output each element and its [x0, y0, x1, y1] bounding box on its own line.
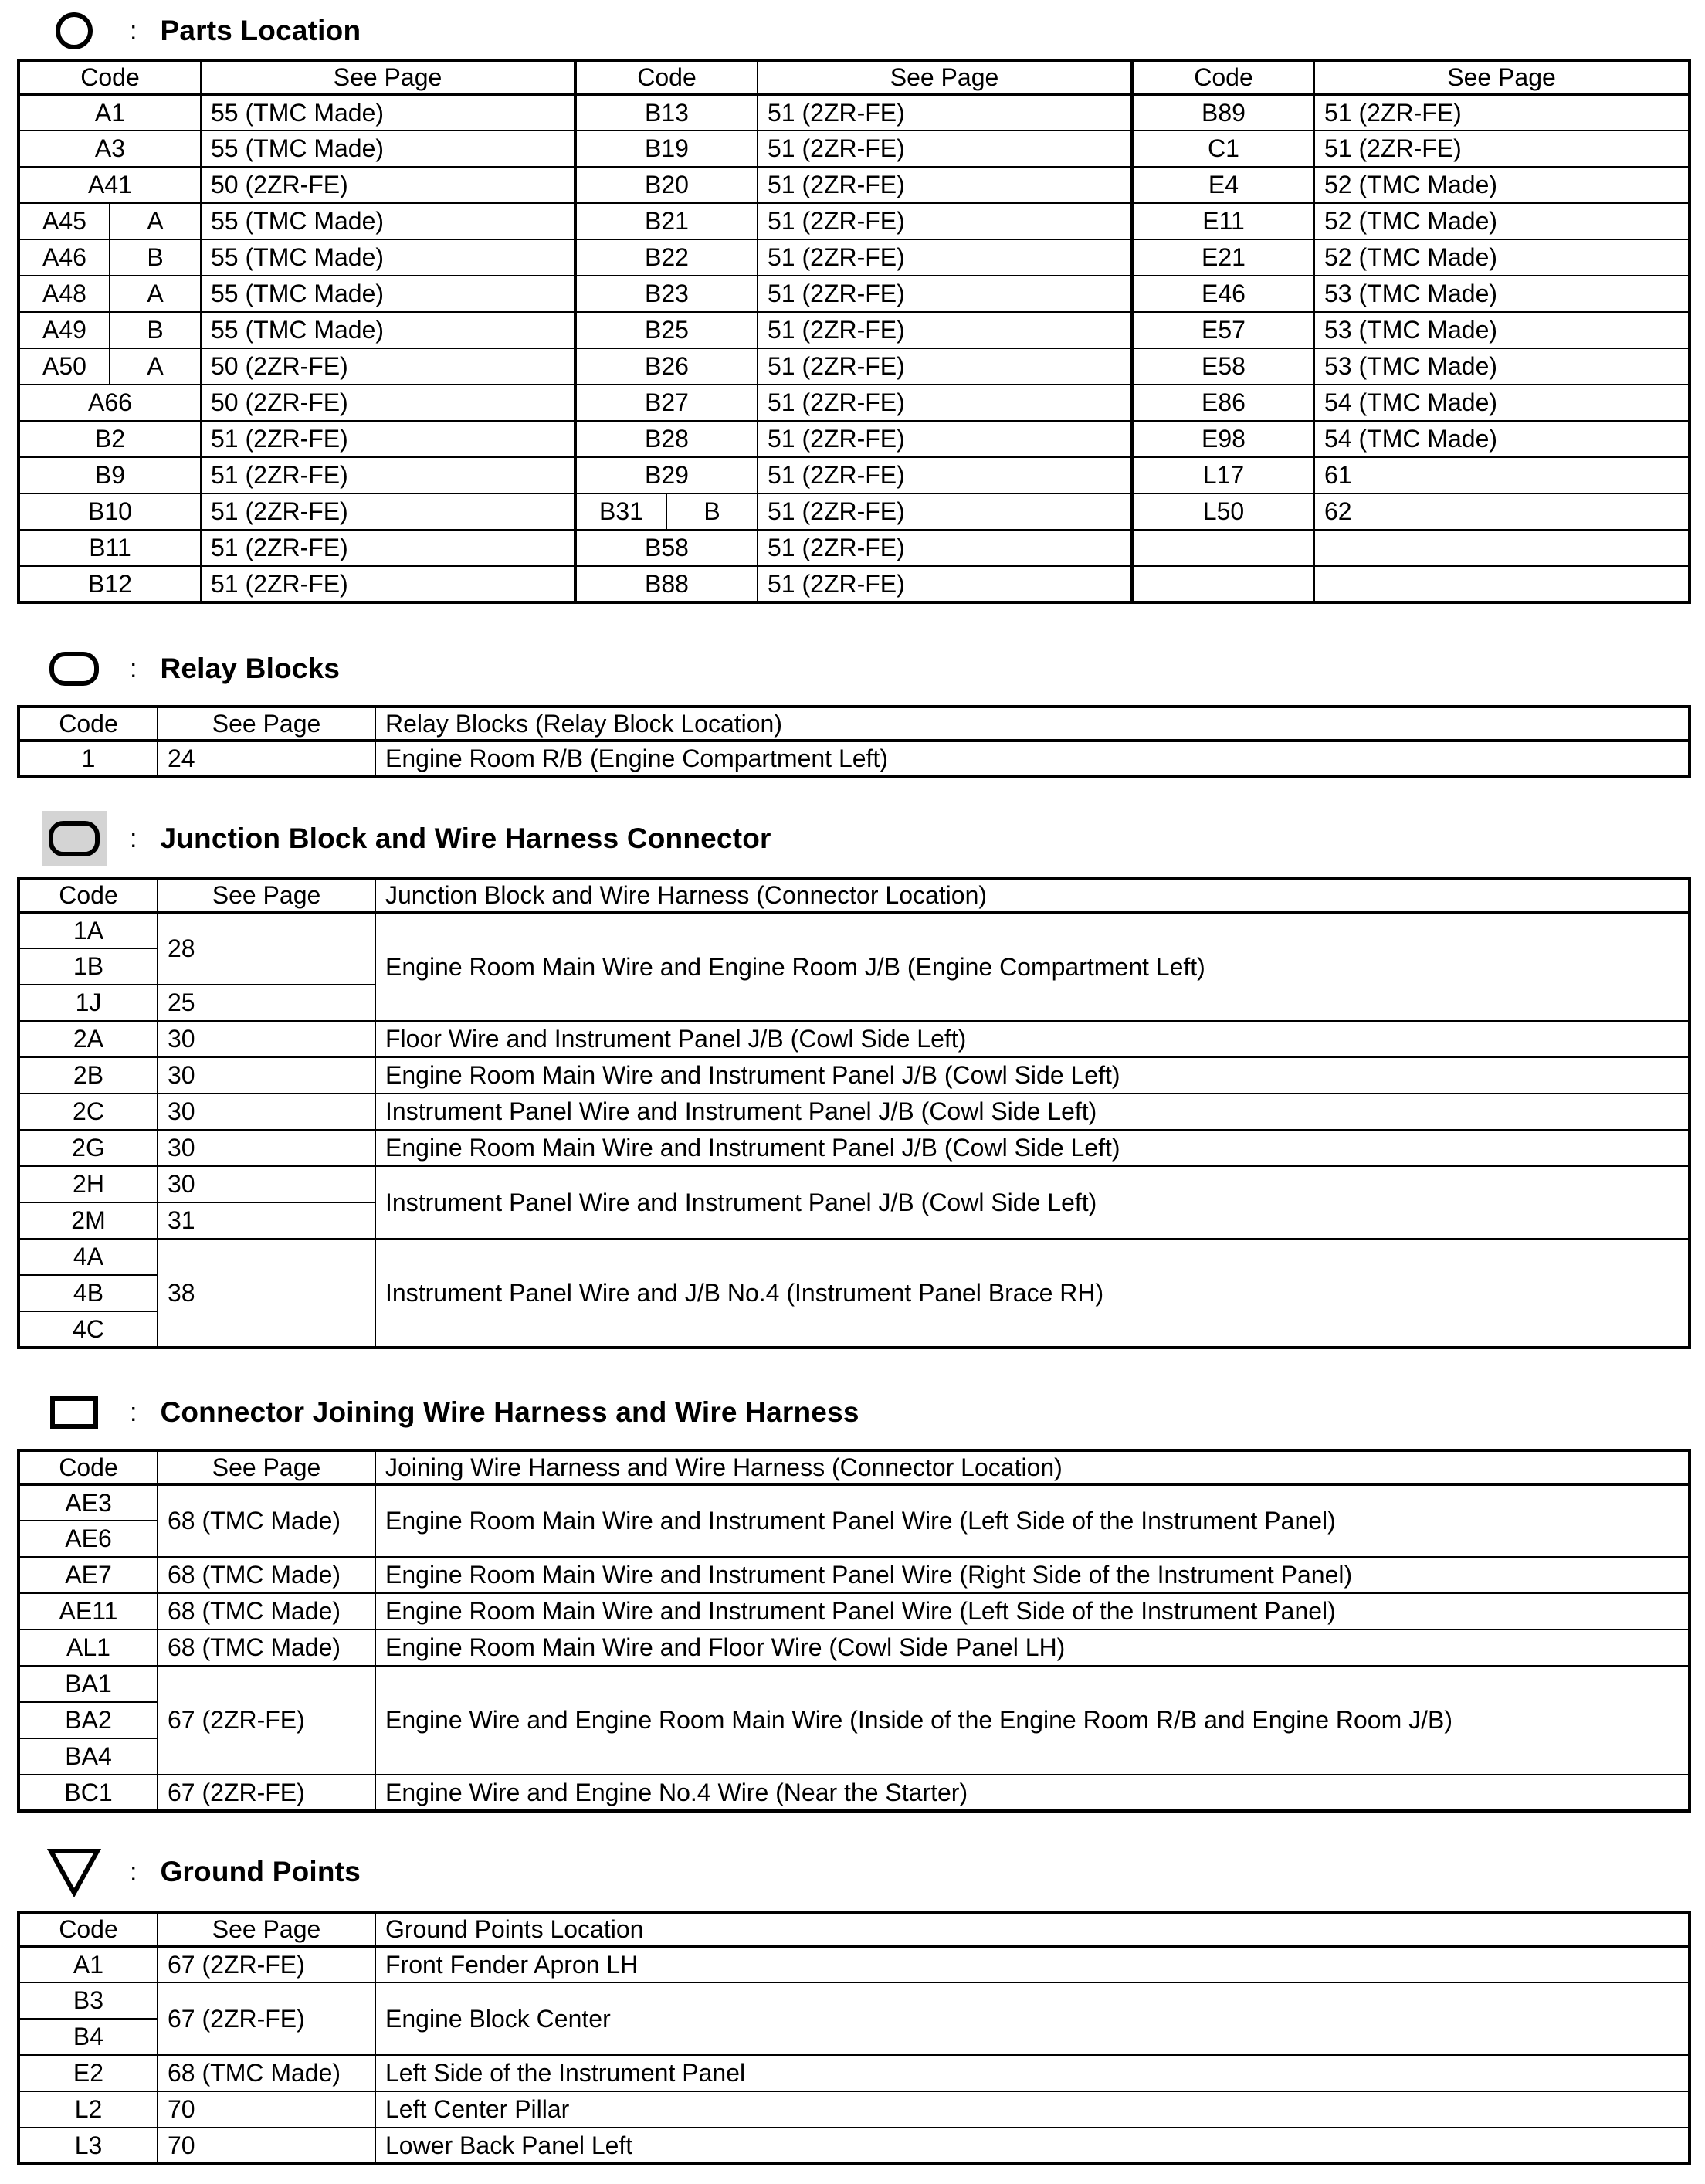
see-page-cell: 30	[158, 1166, 375, 1202]
location-cell: Left Side of the Instrument Panel	[375, 2055, 1690, 2091]
code-cell: B20	[575, 167, 758, 203]
code-cell: L50	[1132, 493, 1314, 530]
see-page-cell: 55 (TMC Made)	[201, 239, 575, 276]
see-page-cell: 68 (TMC Made)	[158, 1630, 375, 1666]
see-page-cell: 67 (2ZR-FE)	[158, 1946, 375, 1982]
table-header-row	[19, 60, 1690, 94]
see-page-cell: 24	[158, 741, 375, 777]
code-cell: B29	[575, 457, 758, 493]
location-cell: Engine Room Main Wire and Instrument Panel Wire (Left Side of the Instrument Panel)	[375, 1593, 1690, 1630]
code-cell: A45	[19, 203, 110, 239]
triangle-down-icon	[42, 1849, 107, 1895]
code-cell: A1	[19, 94, 201, 131]
table-row	[19, 276, 1690, 312]
table-row	[19, 1239, 1690, 1275]
see-page-cell: 55 (TMC Made)	[201, 203, 575, 239]
see-page-cell: 67 (2ZR-FE)	[158, 1982, 375, 2055]
code-cell: B22	[575, 239, 758, 276]
see-page-cell: 51 (2ZR-FE)	[758, 457, 1132, 493]
code-cell: E2	[19, 2055, 158, 2091]
code-cell: E4	[1132, 167, 1314, 203]
table-row	[19, 1666, 1690, 1702]
see-page-cell: 51 (2ZR-FE)	[758, 421, 1132, 457]
table-row	[19, 1130, 1690, 1166]
column-header-code: Code	[19, 1450, 158, 1484]
code-suffix-cell: B	[110, 239, 201, 276]
table-row	[19, 1057, 1690, 1094]
see-page-cell: 70	[158, 2091, 375, 2128]
see-page-cell: 51 (2ZR-FE)	[758, 566, 1132, 602]
code-cell: A41	[19, 167, 201, 203]
code-cell: B3	[19, 1982, 158, 2019]
code-cell: C1	[1132, 131, 1314, 167]
table-row	[19, 1946, 1690, 1982]
parts-location-table	[17, 59, 1691, 604]
connector-joining-table	[17, 1449, 1691, 1813]
see-page-cell: 68 (TMC Made)	[158, 1484, 375, 1557]
code-cell: AE11	[19, 1593, 158, 1630]
table-row	[19, 239, 1690, 276]
table-row	[19, 348, 1690, 385]
see-page-cell: 54 (TMC Made)	[1314, 421, 1690, 457]
code-cell: BA2	[19, 1702, 158, 1738]
ground-points-title: : Ground Points	[42, 1849, 361, 1895]
table-row	[19, 1094, 1690, 1130]
code-cell: 2C	[19, 1094, 158, 1130]
see-page-cell: 51 (2ZR-FE)	[201, 457, 575, 493]
junction-block-title: : Junction Block and Wire Harness Connector	[42, 816, 771, 862]
see-page-cell: 51 (2ZR-FE)	[758, 530, 1132, 566]
code-cell: AL1	[19, 1630, 158, 1666]
code-cell: AE7	[19, 1557, 158, 1593]
code-cell: BA4	[19, 1738, 158, 1775]
location-cell: Engine Room Main Wire and Instrument Panel Wire (Left Side of the Instrument Panel)	[375, 1484, 1690, 1557]
rectangle-icon	[42, 1389, 107, 1436]
table-row	[19, 493, 1690, 530]
code-cell: L17	[1132, 457, 1314, 493]
code-cell: E58	[1132, 348, 1314, 385]
code-cell: B12	[19, 566, 201, 602]
table-header-row	[19, 1912, 1690, 1946]
table-row	[19, 385, 1690, 421]
see-page-cell: 62	[1314, 493, 1690, 530]
location-cell: Floor Wire and Instrument Panel J/B (Cowl Side Left)	[375, 1021, 1690, 1057]
code-cell: 1	[19, 741, 158, 777]
see-page-cell: 68 (TMC Made)	[158, 1593, 375, 1630]
see-page-cell: 51 (2ZR-FE)	[758, 167, 1132, 203]
location-cell: Left Center Pillar	[375, 2091, 1690, 2128]
see-page-cell: 51 (2ZR-FE)	[758, 276, 1132, 312]
column-header-code: Code	[19, 60, 201, 94]
code-cell: B11	[19, 530, 201, 566]
code-cell: A1	[19, 1946, 158, 1982]
table-row	[19, 1982, 1690, 2019]
shaded-rounded-rect-icon	[42, 816, 107, 862]
code-cell	[1132, 530, 1314, 566]
see-page-cell: 51 (2ZR-FE)	[758, 493, 1132, 530]
code-cell: A66	[19, 385, 201, 421]
code-cell: 1J	[19, 985, 158, 1021]
location-cell: Engine Room Main Wire and Instrument Panel J/B (Cowl Side Left)	[375, 1057, 1690, 1094]
table-row	[19, 1630, 1690, 1666]
column-header-see-page: See Page	[1314, 60, 1690, 94]
see-page-cell: 51 (2ZR-FE)	[758, 239, 1132, 276]
code-cell: B31	[575, 493, 666, 530]
see-page-cell: 52 (TMC Made)	[1314, 203, 1690, 239]
see-page-cell: 53 (TMC Made)	[1314, 312, 1690, 348]
code-cell: AE6	[19, 1521, 158, 1557]
table-row	[19, 1775, 1690, 1811]
code-cell	[1132, 566, 1314, 602]
code-cell: E46	[1132, 276, 1314, 312]
see-page-cell: 51 (2ZR-FE)	[758, 348, 1132, 385]
table-row	[19, 94, 1690, 131]
code-suffix-cell: A	[110, 348, 201, 385]
circle-icon	[42, 8, 107, 54]
column-header-see-page: See Page	[158, 707, 375, 741]
code-cell: E57	[1132, 312, 1314, 348]
location-cell: Instrument Panel Wire and Instrument Panel J/B (Cowl Side Left)	[375, 1166, 1690, 1239]
table-row	[19, 566, 1690, 602]
code-cell: A46	[19, 239, 110, 276]
see-page-cell	[1314, 566, 1690, 602]
see-page-cell: 53 (TMC Made)	[1314, 348, 1690, 385]
see-page-cell: 50 (2ZR-FE)	[201, 167, 575, 203]
code-cell: B28	[575, 421, 758, 457]
location-cell: Instrument Panel Wire and J/B No.4 (Instrument Panel Brace RH)	[375, 1239, 1690, 1348]
location-cell: Front Fender Apron LH	[375, 1946, 1690, 1982]
see-page-cell: 55 (TMC Made)	[201, 276, 575, 312]
code-cell: E11	[1132, 203, 1314, 239]
column-header-location: Joining Wire Harness and Wire Harness (Connector Location)	[375, 1450, 1690, 1484]
code-cell: B89	[1132, 94, 1314, 131]
table-row	[19, 2055, 1690, 2091]
see-page-cell: 50 (2ZR-FE)	[201, 348, 575, 385]
table-row	[19, 1557, 1690, 1593]
see-page-cell: 31	[158, 1202, 375, 1239]
see-page-cell: 55 (TMC Made)	[201, 312, 575, 348]
code-cell: B23	[575, 276, 758, 312]
code-cell: 2H	[19, 1166, 158, 1202]
column-header-location: Ground Points Location	[375, 1912, 1690, 1946]
table-row	[19, 2128, 1690, 2164]
code-cell: 1A	[19, 912, 158, 948]
code-cell: BA1	[19, 1666, 158, 1702]
code-suffix-cell: A	[110, 276, 201, 312]
rounded-rect-icon	[42, 646, 107, 692]
table-row	[19, 312, 1690, 348]
column-header-see-page: See Page	[758, 60, 1132, 94]
location-cell: Engine Wire and Engine Room Main Wire (Inside of the Engine Room R/B and Engine Room J/B)	[375, 1666, 1690, 1775]
code-cell: 4A	[19, 1239, 158, 1275]
table-row	[19, 1593, 1690, 1630]
code-cell: B10	[19, 493, 201, 530]
code-cell: 2B	[19, 1057, 158, 1094]
code-cell: B58	[575, 530, 758, 566]
see-page-cell: 30	[158, 1130, 375, 1166]
table-row	[19, 741, 1690, 777]
table-row	[19, 421, 1690, 457]
code-cell: 4C	[19, 1311, 158, 1348]
code-cell: A48	[19, 276, 110, 312]
code-suffix-cell: B	[110, 312, 201, 348]
see-page-cell: 51 (2ZR-FE)	[1314, 94, 1690, 131]
see-page-cell: 52 (TMC Made)	[1314, 167, 1690, 203]
column-header-code: Code	[1132, 60, 1314, 94]
see-page-cell: 51 (2ZR-FE)	[201, 421, 575, 457]
code-cell: 2A	[19, 1021, 158, 1057]
see-page-cell: 51 (2ZR-FE)	[201, 566, 575, 602]
see-page-cell: 68 (TMC Made)	[158, 2055, 375, 2091]
code-suffix-cell: A	[110, 203, 201, 239]
table-row	[19, 457, 1690, 493]
code-cell: A50	[19, 348, 110, 385]
code-cell: B2	[19, 421, 201, 457]
column-header-code: Code	[19, 878, 158, 912]
see-page-cell: 51 (2ZR-FE)	[758, 203, 1132, 239]
see-page-cell: 51 (2ZR-FE)	[758, 312, 1132, 348]
see-page-cell	[1314, 530, 1690, 566]
see-page-cell: 51 (2ZR-FE)	[201, 530, 575, 566]
code-cell: 4B	[19, 1275, 158, 1311]
column-header-code: Code	[19, 707, 158, 741]
parts-location-title: : Parts Location	[42, 8, 361, 54]
code-cell: 1B	[19, 948, 158, 985]
code-cell: BC1	[19, 1775, 158, 1811]
see-page-cell: 38	[158, 1239, 375, 1348]
see-page-cell: 68 (TMC Made)	[158, 1557, 375, 1593]
location-cell: Engine Wire and Engine No.4 Wire (Near the Starter)	[375, 1775, 1690, 1811]
table-header-row	[19, 707, 1690, 741]
code-cell: E98	[1132, 421, 1314, 457]
see-page-cell: 50 (2ZR-FE)	[201, 385, 575, 421]
code-cell: 2M	[19, 1202, 158, 1239]
column-header-location: Relay Blocks (Relay Block Location)	[375, 707, 1690, 741]
see-page-cell: 55 (TMC Made)	[201, 94, 575, 131]
code-cell: B27	[575, 385, 758, 421]
see-page-cell: 25	[158, 985, 375, 1021]
table-row	[19, 167, 1690, 203]
column-header-see-page: See Page	[201, 60, 575, 94]
code-cell: B26	[575, 348, 758, 385]
code-cell: AE3	[19, 1484, 158, 1521]
see-page-cell: 52 (TMC Made)	[1314, 239, 1690, 276]
location-cell: Engine Room Main Wire and Instrument Panel Wire (Right Side of the Instrument Panel)	[375, 1557, 1690, 1593]
code-cell: A3	[19, 131, 201, 167]
see-page-cell: 28	[158, 912, 375, 985]
code-cell: B4	[19, 2019, 158, 2055]
see-page-cell: 51 (2ZR-FE)	[758, 94, 1132, 131]
code-cell: E86	[1132, 385, 1314, 421]
see-page-cell: 30	[158, 1057, 375, 1094]
see-page-cell: 55 (TMC Made)	[201, 131, 575, 167]
location-cell: Lower Back Panel Left	[375, 2128, 1690, 2164]
location-cell: Engine Room Main Wire and Instrument Panel J/B (Cowl Side Left)	[375, 1130, 1690, 1166]
table-row	[19, 2091, 1690, 2128]
table-row	[19, 203, 1690, 239]
see-page-cell: 70	[158, 2128, 375, 2164]
location-cell: Engine Room Main Wire and Floor Wire (Cowl Side Panel LH)	[375, 1630, 1690, 1666]
ground-points-table	[17, 1911, 1691, 2165]
see-page-cell: 51 (2ZR-FE)	[758, 385, 1132, 421]
code-cell: B9	[19, 457, 201, 493]
column-header-see-page: See Page	[158, 1912, 375, 1946]
location-cell: Engine Block Center	[375, 1982, 1690, 2055]
see-page-cell: 67 (2ZR-FE)	[158, 1775, 375, 1811]
code-suffix-cell: B	[666, 493, 758, 530]
table-header-row	[19, 878, 1690, 912]
code-cell: L2	[19, 2091, 158, 2128]
table-row	[19, 1484, 1690, 1521]
junction-block-table	[17, 877, 1691, 1349]
code-cell: L3	[19, 2128, 158, 2164]
code-cell: B25	[575, 312, 758, 348]
see-page-cell: 51 (2ZR-FE)	[201, 493, 575, 530]
column-header-location: Junction Block and Wire Harness (Connector Location)	[375, 878, 1690, 912]
see-page-cell: 54 (TMC Made)	[1314, 385, 1690, 421]
table-row	[19, 1166, 1690, 1202]
connector-joining-title: : Connector Joining Wire Harness and Wire Harness	[42, 1389, 859, 1436]
code-cell: B13	[575, 94, 758, 131]
code-cell: B19	[575, 131, 758, 167]
see-page-cell: 53 (TMC Made)	[1314, 276, 1690, 312]
column-header-code: Code	[575, 60, 758, 94]
table-row	[19, 912, 1690, 948]
see-page-cell: 30	[158, 1021, 375, 1057]
code-cell: 2G	[19, 1130, 158, 1166]
see-page-cell: 30	[158, 1094, 375, 1130]
column-header-code: Code	[19, 1912, 158, 1946]
column-header-see-page: See Page	[158, 878, 375, 912]
code-cell: E21	[1132, 239, 1314, 276]
table-header-row	[19, 1450, 1690, 1484]
location-cell: Engine Room Main Wire and Engine Room J/B (Engine Compartment Left)	[375, 912, 1690, 1021]
see-page-cell: 61	[1314, 457, 1690, 493]
see-page-cell: 51 (2ZR-FE)	[1314, 131, 1690, 167]
code-cell: A49	[19, 312, 110, 348]
table-row	[19, 131, 1690, 167]
code-cell: B21	[575, 203, 758, 239]
see-page-cell: 51 (2ZR-FE)	[758, 131, 1132, 167]
code-cell: B88	[575, 566, 758, 602]
location-cell: Engine Room R/B (Engine Compartment Left)	[375, 741, 1690, 777]
table-row	[19, 530, 1690, 566]
table-row	[19, 1021, 1690, 1057]
see-page-cell: 67 (2ZR-FE)	[158, 1666, 375, 1775]
relay-blocks-title: : Relay Blocks	[42, 646, 340, 692]
column-header-see-page: See Page	[158, 1450, 375, 1484]
location-cell: Instrument Panel Wire and Instrument Panel J/B (Cowl Side Left)	[375, 1094, 1690, 1130]
relay-blocks-table	[17, 705, 1691, 778]
